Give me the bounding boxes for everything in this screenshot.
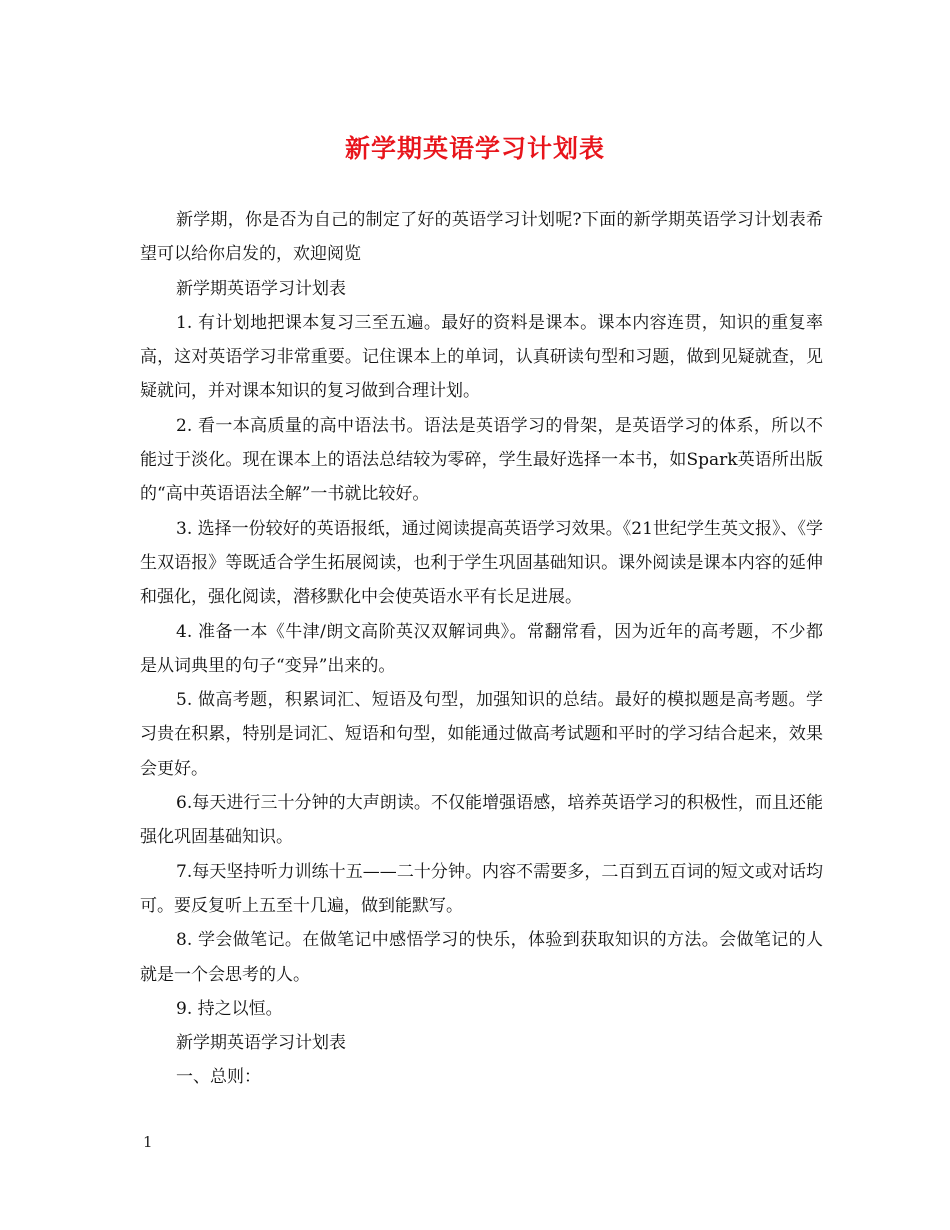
list-item-6: 6.每天进行三十分钟的大声朗读。不仅能增强语感，培养英语学习的积极性，而且还能强化巩固基础知识。	[140, 793, 823, 848]
list-item-5: 5. 做高考题，积累词汇、短语及句型，加强知识的总结。最好的模拟题是高考题。学习贵在积累，特别是词汇、短语和句型，如能通过做高考试题和平时的学习结合起来，效果会更好。	[140, 690, 823, 779]
list-item-1: 1. 有计划地把课本复习三至五遍。最好的资料是课本。课本内容连贯，知识的重复率高，这对英语学习非常重要。记住课本上的单词，认真研读句型和习题，做到见疑就查，见疑就问，并对课本知识的复习做到合理计划。	[140, 312, 823, 402]
intro-paragraph: 新学期，你是否为自己的制定了好的英语学习计划呢?下面的新学期英语学习计划表希望可以给你启发的，欢迎阅览	[140, 210, 823, 265]
document-body	[140, 203, 823, 1095]
section-heading: 新学期英语学习计划表	[176, 278, 346, 299]
list-item-7: 7.每天坚持听力训练十五——二十分钟。内容不需要多，二百到五百词的短文或对话均可。要反复听上五至十几遍，做到能默写。	[140, 861, 823, 916]
section-heading-repeat: 新学期英语学习计划表	[176, 1033, 346, 1054]
page-number: 1	[143, 1133, 153, 1151]
subsection-heading: 一、总则：	[176, 1067, 261, 1088]
document-title: 新学期英语学习计划表	[344, 134, 605, 163]
list-item-3: 3. 选择一份较好的英语报纸，通过阅读提高英语学习效果。《21世纪学生英文报》、《学生双语报》等既适合学生拓展阅读，也利于学生巩固基础知识。课外阅读是课本内容的延伸和强化，强化阅读，潜移默化中会使英语水平有长足进展。	[140, 518, 823, 608]
list-item-9: 9. 持之以恒。	[176, 998, 283, 1019]
list-item-8: 8. 学会做笔记。在做笔记中感悟学习的快乐，体验到获取知识的方法。会做笔记的人就是一个会思考的人。	[140, 930, 823, 985]
list-item-4: 4. 准备一本《牛津/朗文高阶英汉双解词典》。常翻常看，因为近年的高考题，不少都是从词典里的句子“变异”出来的。	[140, 621, 823, 676]
list-item-2: 2. 看一本高质量的高中语法书。语法是英语学习的骨架，是英语学习的体系，所以不能过于淡化。现在课本上的语法总结较为零碎，学生最好选择一本书，如Spark英语所出版的“高中英语语法全解”一书就比较好。	[140, 415, 823, 505]
